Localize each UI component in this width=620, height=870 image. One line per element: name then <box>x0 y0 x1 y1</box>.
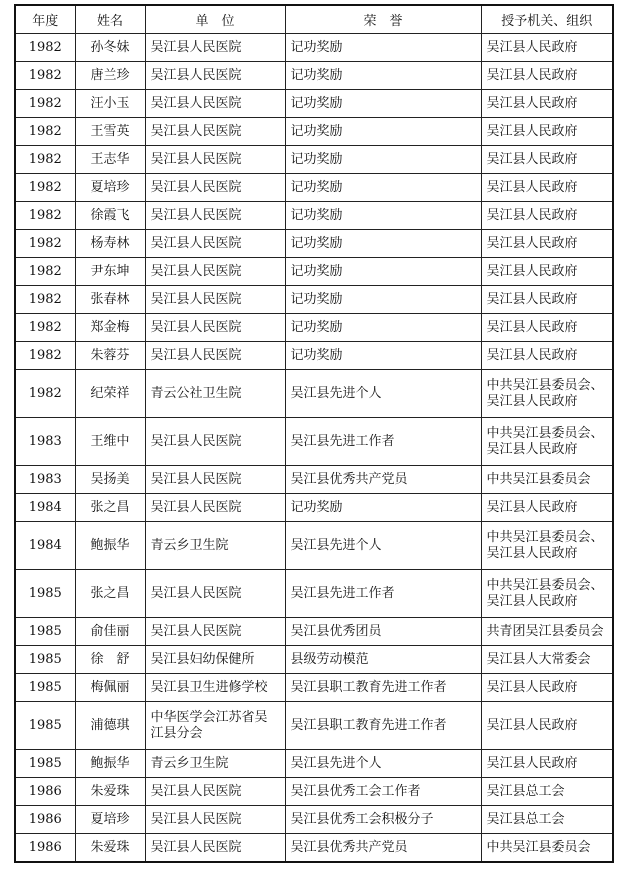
cell-unit: 吴江县人民医院 <box>145 314 285 342</box>
cell-year: 1985 <box>15 646 75 674</box>
cell-unit: 吴江县人民医院 <box>145 90 285 118</box>
table-row <box>15 646 613 674</box>
cell-issuer: 共青团吴江县委员会 <box>481 618 613 646</box>
table-row <box>15 418 613 466</box>
cell-name: 梅佩丽 <box>75 674 145 702</box>
cell-year: 1982 <box>15 90 75 118</box>
cell-year: 1982 <box>15 286 75 314</box>
cell-unit: 吴江县人民医院 <box>145 570 285 618</box>
cell-name: 汪小玉 <box>75 90 145 118</box>
table-row <box>15 570 613 618</box>
cell-unit: 吴江县人民医院 <box>145 34 285 62</box>
table-row <box>15 314 613 342</box>
cell-name: 夏培珍 <box>75 806 145 834</box>
cell-year: 1985 <box>15 702 75 750</box>
cell-name: 吴扬美 <box>75 466 145 494</box>
cell-honor: 吴江县优秀团员 <box>285 618 481 646</box>
cell-name: 杨寿林 <box>75 230 145 258</box>
cell-year: 1985 <box>15 674 75 702</box>
cell-unit: 吴江县人民医院 <box>145 418 285 466</box>
cell-issuer: 中共吴江县委员会 <box>481 834 613 863</box>
cell-issuer: 中共吴江县委员会、吴江县人民政府 <box>481 522 613 570</box>
cell-year: 1985 <box>15 618 75 646</box>
table-row <box>15 618 613 646</box>
header-unit: 单 位 <box>145 5 285 34</box>
cell-year: 1982 <box>15 314 75 342</box>
cell-honor: 记功奖励 <box>285 286 481 314</box>
cell-unit: 青云公社卫生院 <box>145 370 285 418</box>
cell-issuer: 吴江县人民政府 <box>481 90 613 118</box>
cell-honor: 记功奖励 <box>285 90 481 118</box>
cell-issuer: 吴江县人民政府 <box>481 146 613 174</box>
cell-year: 1986 <box>15 834 75 863</box>
cell-name: 夏培珍 <box>75 174 145 202</box>
table-row <box>15 834 613 863</box>
cell-year: 1982 <box>15 342 75 370</box>
cell-issuer: 中共吴江县委员会、吴江县人民政府 <box>481 570 613 618</box>
cell-honor: 吴江县先进个人 <box>285 750 481 778</box>
cell-year: 1982 <box>15 34 75 62</box>
header-honor: 荣 誉 <box>285 5 481 34</box>
cell-honor: 吴江县优秀工会工作者 <box>285 778 481 806</box>
cell-unit: 吴江县人民医院 <box>145 258 285 286</box>
table-row <box>15 702 613 750</box>
cell-issuer: 吴江县人民政府 <box>481 702 613 750</box>
cell-unit: 吴江县妇幼保健所 <box>145 646 285 674</box>
table-row <box>15 230 613 258</box>
cell-honor: 县级劳动模范 <box>285 646 481 674</box>
cell-year: 1982 <box>15 370 75 418</box>
cell-issuer: 吴江县人民政府 <box>481 286 613 314</box>
cell-year: 1982 <box>15 258 75 286</box>
cell-unit: 吴江县人民医院 <box>145 230 285 258</box>
cell-unit: 青云乡卫生院 <box>145 522 285 570</box>
cell-unit: 吴江县人民医院 <box>145 806 285 834</box>
cell-year: 1982 <box>15 202 75 230</box>
cell-year: 1983 <box>15 418 75 466</box>
cell-year: 1982 <box>15 146 75 174</box>
cell-name: 徐霞飞 <box>75 202 145 230</box>
cell-issuer: 吴江县人民政府 <box>481 34 613 62</box>
cell-honor: 吴江县优秀共产党员 <box>285 466 481 494</box>
cell-issuer: 中共吴江县委员会、吴江县人民政府 <box>481 370 613 418</box>
cell-name: 鲍振华 <box>75 750 145 778</box>
cell-name: 俞佳丽 <box>75 618 145 646</box>
table-row <box>15 494 613 522</box>
cell-unit: 吴江县人民医院 <box>145 202 285 230</box>
cell-year: 1984 <box>15 494 75 522</box>
cell-honor: 吴江县优秀工会积极分子 <box>285 806 481 834</box>
table-row <box>15 62 613 90</box>
table-row <box>15 286 613 314</box>
cell-name: 徐 舒 <box>75 646 145 674</box>
cell-issuer: 中共吴江县委员会 <box>481 466 613 494</box>
cell-issuer: 吴江县人民政府 <box>481 174 613 202</box>
cell-issuer: 吴江县人民政府 <box>481 750 613 778</box>
cell-unit: 青云乡卫生院 <box>145 750 285 778</box>
cell-unit: 吴江县人民医院 <box>145 146 285 174</box>
cell-name: 郑金梅 <box>75 314 145 342</box>
cell-unit: 吴江县人民医院 <box>145 62 285 90</box>
cell-honor: 吴江县职工教育先进工作者 <box>285 674 481 702</box>
cell-issuer: 吴江县人大常委会 <box>481 646 613 674</box>
cell-year: 1982 <box>15 174 75 202</box>
cell-honor: 记功奖励 <box>285 342 481 370</box>
table-row <box>15 118 613 146</box>
cell-year: 1986 <box>15 806 75 834</box>
cell-issuer: 吴江县总工会 <box>481 778 613 806</box>
cell-name: 纪荣祥 <box>75 370 145 418</box>
cell-honor: 记功奖励 <box>285 494 481 522</box>
cell-unit: 吴江县人民医院 <box>145 118 285 146</box>
cell-name: 唐兰珍 <box>75 62 145 90</box>
header-year: 年度 <box>15 5 75 34</box>
table-row <box>15 778 613 806</box>
cell-name: 张之昌 <box>75 494 145 522</box>
cell-year: 1985 <box>15 750 75 778</box>
table-body <box>15 34 613 863</box>
cell-honor: 记功奖励 <box>285 62 481 90</box>
cell-year: 1986 <box>15 778 75 806</box>
table-row <box>15 90 613 118</box>
table-row <box>15 466 613 494</box>
cell-year: 1985 <box>15 570 75 618</box>
cell-issuer: 吴江县人民政府 <box>481 258 613 286</box>
cell-honor: 记功奖励 <box>285 118 481 146</box>
table-row <box>15 174 613 202</box>
table-row <box>15 370 613 418</box>
cell-unit: 吴江县人民医院 <box>145 834 285 863</box>
cell-unit: 吴江县人民医院 <box>145 342 285 370</box>
cell-name: 王维中 <box>75 418 145 466</box>
cell-name: 朱爱珠 <box>75 834 145 863</box>
cell-unit: 吴江县人民医院 <box>145 778 285 806</box>
table-row <box>15 146 613 174</box>
cell-year: 1984 <box>15 522 75 570</box>
cell-honor: 吴江县职工教育先进工作者 <box>285 702 481 750</box>
cell-unit: 吴江县人民医院 <box>145 174 285 202</box>
header-name: 姓名 <box>75 5 145 34</box>
cell-issuer: 吴江县人民政府 <box>481 342 613 370</box>
cell-year: 1982 <box>15 62 75 90</box>
cell-name: 张之昌 <box>75 570 145 618</box>
cell-issuer: 中共吴江县委员会、吴江县人民政府 <box>481 418 613 466</box>
cell-issuer: 吴江县人民政府 <box>481 230 613 258</box>
cell-issuer: 吴江县人民政府 <box>481 62 613 90</box>
table-row <box>15 202 613 230</box>
cell-issuer: 吴江县人民政府 <box>481 202 613 230</box>
table-row <box>15 674 613 702</box>
cell-unit: 吴江县卫生进修学校 <box>145 674 285 702</box>
honors-table-container <box>14 4 612 863</box>
table-row <box>15 750 613 778</box>
table-row <box>15 34 613 62</box>
cell-issuer: 吴江县人民政府 <box>481 494 613 522</box>
honors-table <box>14 4 614 863</box>
cell-honor: 记功奖励 <box>285 34 481 62</box>
cell-unit: 吴江县人民医院 <box>145 286 285 314</box>
cell-honor: 记功奖励 <box>285 230 481 258</box>
cell-honor: 记功奖励 <box>285 314 481 342</box>
table-header-row <box>15 5 613 34</box>
cell-name: 王雪英 <box>75 118 145 146</box>
cell-name: 尹东坤 <box>75 258 145 286</box>
cell-issuer: 吴江县人民政府 <box>481 674 613 702</box>
cell-name: 鲍振华 <box>75 522 145 570</box>
cell-honor: 记功奖励 <box>285 258 481 286</box>
table-row <box>15 806 613 834</box>
cell-honor: 吴江县先进工作者 <box>285 570 481 618</box>
cell-year: 1983 <box>15 466 75 494</box>
cell-issuer: 吴江县总工会 <box>481 806 613 834</box>
cell-name: 孙冬妹 <box>75 34 145 62</box>
cell-unit: 中华医学会江苏省吴江县分会 <box>145 702 285 750</box>
cell-year: 1982 <box>15 118 75 146</box>
cell-honor: 吴江县先进工作者 <box>285 418 481 466</box>
cell-honor: 吴江县先进个人 <box>285 370 481 418</box>
cell-honor: 记功奖励 <box>285 174 481 202</box>
table-row <box>15 258 613 286</box>
cell-honor: 吴江县先进个人 <box>285 522 481 570</box>
cell-honor: 吴江县优秀共产党员 <box>285 834 481 863</box>
cell-year: 1982 <box>15 230 75 258</box>
cell-issuer: 吴江县人民政府 <box>481 314 613 342</box>
cell-name: 朱蓉芬 <box>75 342 145 370</box>
cell-honor: 记功奖励 <box>285 202 481 230</box>
header-issuer: 授予机关、组织 <box>481 5 613 34</box>
cell-issuer: 吴江县人民政府 <box>481 118 613 146</box>
cell-unit: 吴江县人民医院 <box>145 466 285 494</box>
cell-unit: 吴江县人民医院 <box>145 494 285 522</box>
cell-name: 朱爱珠 <box>75 778 145 806</box>
cell-name: 浦德琪 <box>75 702 145 750</box>
cell-unit: 吴江县人民医院 <box>145 618 285 646</box>
cell-name: 张春林 <box>75 286 145 314</box>
cell-name: 王志华 <box>75 146 145 174</box>
table-row <box>15 522 613 570</box>
cell-honor: 记功奖励 <box>285 146 481 174</box>
table-row <box>15 342 613 370</box>
